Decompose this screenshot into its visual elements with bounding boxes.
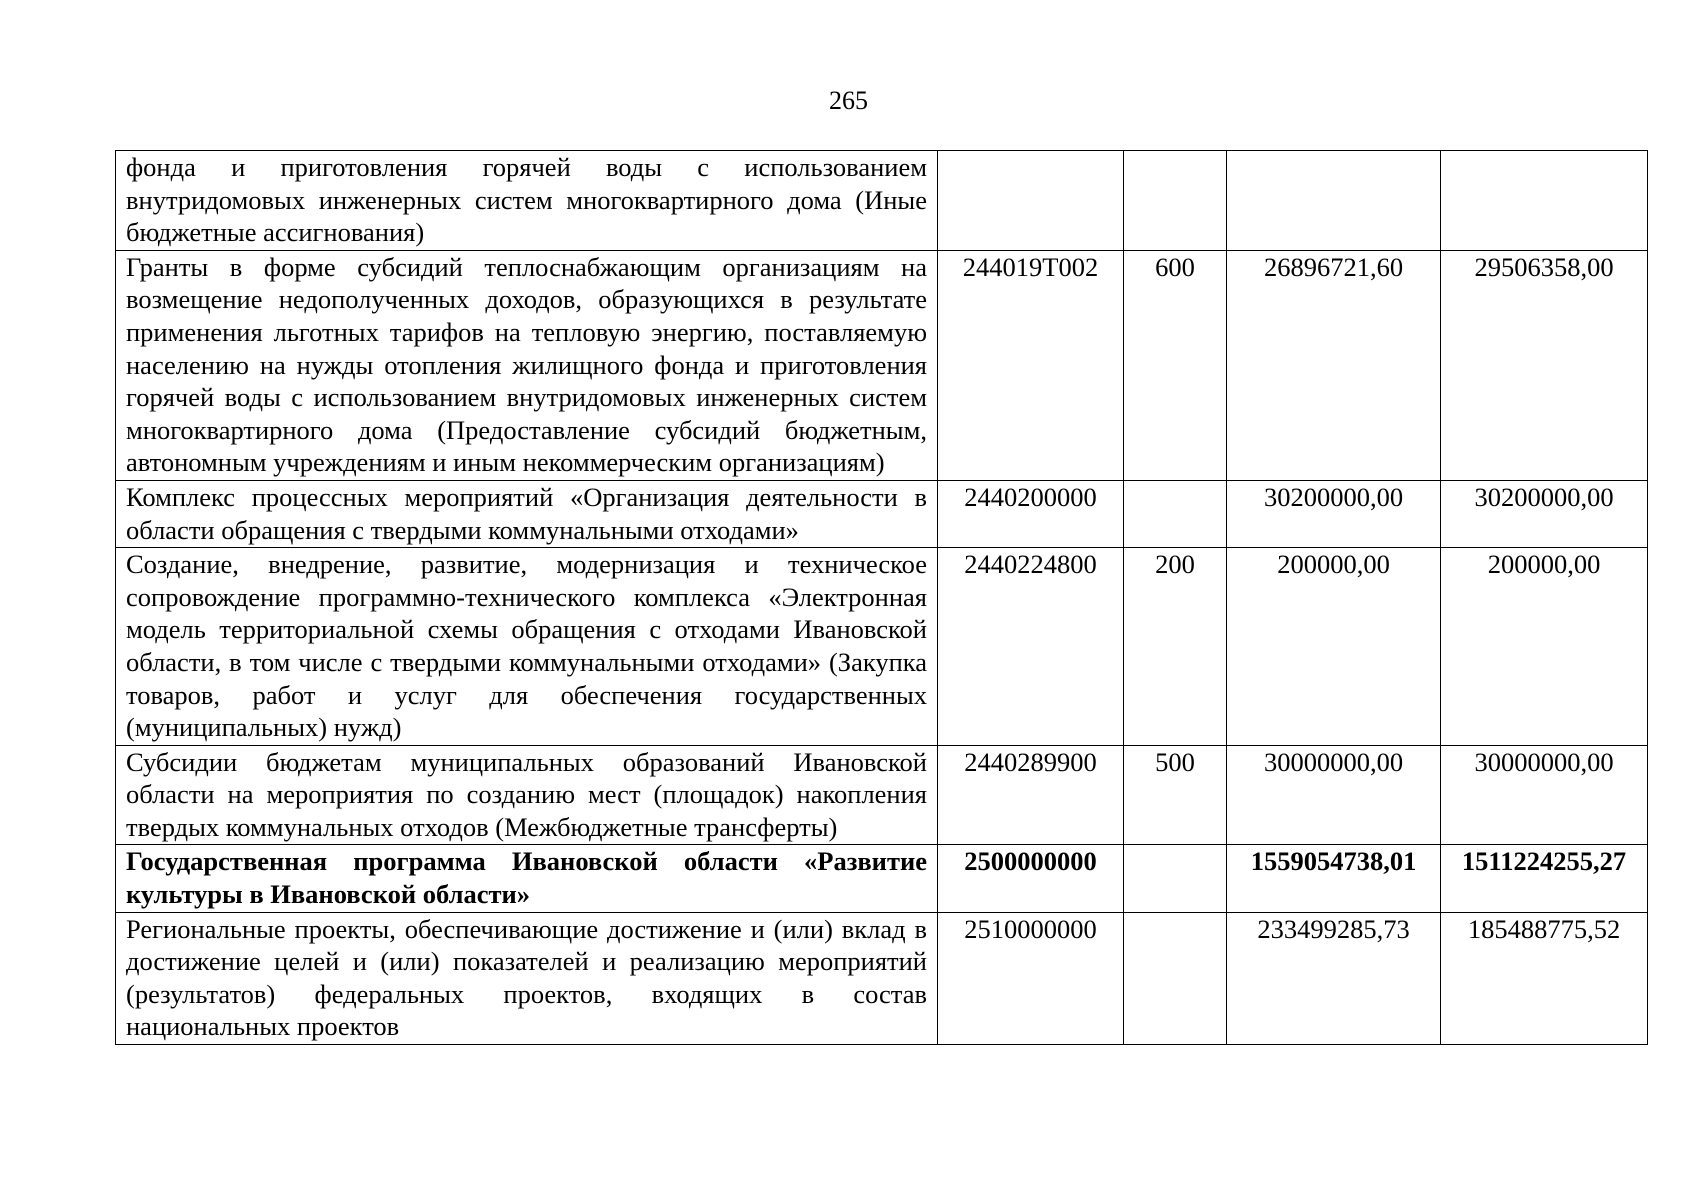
row-sum-2: 29506358,00 (1441, 250, 1648, 480)
row-sum-2: 185488775,52 (1441, 912, 1648, 1044)
row-sum-2: 30200000,00 (1441, 480, 1648, 547)
table-row (116, 548, 1648, 746)
row-code: 2440224800 (938, 548, 1124, 746)
row-sum-1: 200000,00 (1227, 548, 1441, 746)
row-name: Субсидии бюджетам муниципальных образований Ивановской области на мероприятия по созданию мест (площадок) накопления твердых коммунальных отходов (Межбюджетные трансферты) (116, 745, 938, 845)
row-sum-1: 30000000,00 (1227, 745, 1441, 845)
row-sum-2: 200000,00 (1441, 548, 1648, 746)
row-code: 2500000000 (938, 845, 1124, 912)
row-name: Гранты в форме субсидий теплоснабжающим организациям на возмещение недополученных доходов, образующихся в результате применения льготных тарифов на тепловую энергию, поставляемую населению на нужды отопления жилищного фонда и приготовления горячей воды с использованием внутридомовых инженерных систем многоквартирного дома (Предоставление субсидий бюджетным, автономным учреждениям и иным некоммерческим организациям) (116, 250, 938, 480)
row-sum-2: 30000000,00 (1441, 745, 1648, 845)
table-row (116, 745, 1648, 845)
row-code: 2440200000 (938, 480, 1124, 547)
row-expense-type (1124, 912, 1227, 1044)
row-sum-2 (1441, 151, 1648, 251)
row-sum-1 (1227, 151, 1441, 251)
row-name: Создание, внедрение, развитие, модернизация и техническое сопровождение программно-технического комплекса «Электронная модель территориальной схемы обращения с отходами Ивановской области, в том числе с твердыми коммунальными отходами» (Закупка товаров, работ и услуг для обеспечения государственных (муниципальных) нужд) (116, 548, 938, 746)
row-expense-type: 600 (1124, 250, 1227, 480)
row-name: фонда и приготовления горячей воды с использованием внутридомовых инженерных систем многоквартирного дома (Иные бюджетные ассигнования) (116, 151, 938, 251)
row-expense-type: 200 (1124, 548, 1227, 746)
row-code: 2510000000 (938, 912, 1124, 1044)
table-row (116, 480, 1648, 547)
row-sum-1: 1559054738,01 (1227, 845, 1441, 912)
row-expense-type (1124, 480, 1227, 547)
row-name: Государственная программа Ивановской области «Развитие культуры в Ивановской области» (116, 845, 938, 912)
row-code (938, 151, 1124, 251)
row-code: 2440289900 (938, 745, 1124, 845)
row-sum-1: 30200000,00 (1227, 480, 1441, 547)
table-row (116, 912, 1648, 1044)
row-expense-type (1124, 845, 1227, 912)
table-row (116, 151, 1648, 251)
row-sum-1: 233499285,73 (1227, 912, 1441, 1044)
row-name: Комплекс процессных мероприятий «Организация деятельности в области обращения с твердыми коммунальными отходами» (116, 480, 938, 547)
row-sum-2: 1511224255,27 (1441, 845, 1648, 912)
row-sum-1: 26896721,60 (1227, 250, 1441, 480)
row-expense-type (1124, 151, 1227, 251)
row-expense-type: 500 (1124, 745, 1227, 845)
budget-table (115, 150, 1648, 1045)
row-code: 244019Т002 (938, 250, 1124, 480)
row-name: Региональные проекты, обеспечивающие достижение и (или) вклад в достижение целей и (или) показателей и реализацию мероприятий (результатов) федеральных проектов, входящих в состав национальных проектов (116, 912, 938, 1044)
table-row-program-total (116, 845, 1648, 912)
page-number: 265 (829, 86, 868, 115)
table-row (116, 250, 1648, 480)
